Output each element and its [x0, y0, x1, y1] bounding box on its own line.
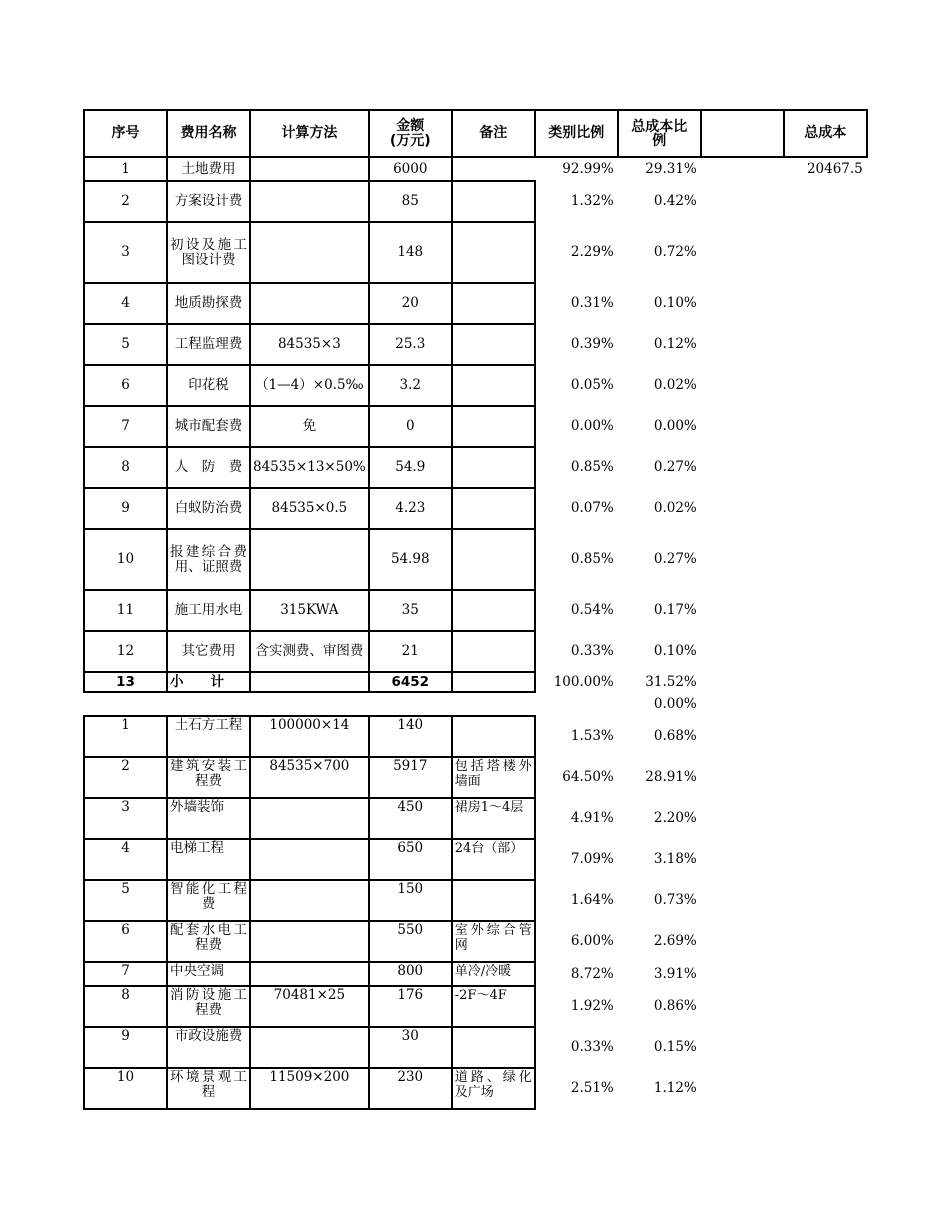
seq-cell: 8 — [84, 986, 167, 1027]
amount-cell: 20 — [369, 283, 452, 324]
blank-cell — [701, 631, 784, 672]
blank-cell — [784, 798, 867, 839]
category-ratio-cell: 64.50% — [562, 769, 614, 785]
total-cost-cell — [784, 324, 867, 365]
total-cost-cell — [784, 631, 867, 672]
category-ratio-cell: 8.72% — [570, 965, 614, 982]
amount-cell: 0 — [369, 406, 452, 447]
method-cell — [250, 222, 369, 283]
seq-cell: 3 — [84, 798, 167, 839]
seq-cell: 7 — [84, 962, 167, 986]
blank-cell — [701, 181, 784, 222]
seq-cell: 6 — [84, 921, 167, 962]
name-cell: 外墙装饰 — [167, 798, 250, 839]
header-seq: 序号 — [84, 110, 167, 157]
seq-cell: 12 — [84, 631, 167, 672]
category-ratio-cell: 0.85% — [570, 551, 614, 567]
total-ratio-cell: 0.02% — [653, 500, 697, 516]
blank-cell — [701, 1027, 784, 1068]
category-ratio-cell: 1.92% — [570, 998, 614, 1014]
name-cell: 方案设计费 — [167, 181, 250, 222]
note-cell — [452, 488, 535, 529]
note-cell: 24台（部） — [452, 839, 535, 880]
blank-cell — [701, 716, 784, 757]
blank-cell — [535, 692, 618, 716]
seq-cell: 1 — [84, 157, 167, 181]
total-ratio-cell: 0.73% — [653, 892, 697, 908]
category-ratio-cell: 92.99% — [562, 161, 614, 177]
method-cell: 70481×25 — [250, 986, 369, 1027]
subtotal-amount: 6452 — [369, 672, 452, 692]
seq-cell: 4 — [84, 283, 167, 324]
method-cell: 84535×13×50% — [250, 447, 369, 488]
amount-cell: 650 — [369, 839, 452, 880]
name-cell: 消防设施工程费 — [167, 986, 250, 1027]
note-cell: 单冷/冷暖 — [452, 962, 535, 986]
blank-cell — [701, 839, 784, 880]
seq-cell: 10 — [84, 1068, 167, 1109]
note-cell — [452, 181, 535, 222]
seq-cell: 8 — [84, 447, 167, 488]
amount-cell: 3.2 — [369, 365, 452, 406]
amount-cell: 6000 — [369, 157, 452, 181]
table-row — [84, 986, 867, 1027]
name-cell: 白蚁防治费 — [167, 488, 250, 529]
table-row — [84, 631, 867, 672]
method-cell: 84535×700 — [250, 757, 369, 798]
blank-cell — [701, 488, 784, 529]
name-cell: 报建综合费用、证照费 — [167, 529, 250, 590]
blank-cell — [167, 692, 250, 716]
method-cell — [250, 181, 369, 222]
seq-cell: 5 — [84, 880, 167, 921]
total-cost-cell — [784, 488, 867, 529]
blank-cell — [784, 757, 867, 798]
total-cost-cell — [784, 222, 867, 283]
name-cell: 智能化工程费 — [167, 880, 250, 921]
header-blank — [701, 110, 784, 157]
header-category-ratio: 类别比例 — [535, 110, 618, 157]
name-cell: 建筑安装工程费 — [167, 757, 250, 798]
note-cell: 道路、绿化及广场 — [452, 1068, 535, 1109]
total-cost-cell — [784, 181, 867, 222]
table-row — [84, 839, 867, 880]
blank-cell — [701, 880, 784, 921]
seq-cell: 2 — [84, 757, 167, 798]
note-cell — [452, 631, 535, 672]
amount-cell: 800 — [369, 962, 452, 986]
blank-cell — [701, 283, 784, 324]
spacer-total-ratio: 0.00% — [653, 695, 697, 712]
category-ratio-cell: 0.33% — [570, 643, 614, 659]
amount-cell: 54.98 — [369, 529, 452, 590]
blank-cell — [784, 1068, 867, 1109]
category-ratio-cell: 0.07% — [570, 500, 614, 516]
blank-cell — [452, 692, 535, 716]
method-cell: （1—4）×0.5‰ — [250, 365, 369, 406]
blank-cell — [701, 986, 784, 1027]
amount-cell: 35 — [369, 590, 452, 631]
category-ratio-cell: 1.53% — [570, 728, 614, 744]
method-cell: 100000×14 — [250, 716, 369, 757]
category-ratio-cell: 2.29% — [570, 244, 614, 260]
total-ratio-cell: 2.20% — [653, 810, 697, 826]
seq-cell: 7 — [84, 406, 167, 447]
note-cell: 裙房1～4层 — [452, 798, 535, 839]
blank-cell — [701, 1068, 784, 1109]
amount-cell: 450 — [369, 798, 452, 839]
name-cell: 中央空调 — [167, 962, 250, 986]
table-row — [84, 157, 867, 181]
total-ratio-cell: 0.86% — [653, 998, 697, 1014]
amount-cell: 230 — [369, 1068, 452, 1109]
note-cell — [452, 1027, 535, 1068]
table-row — [84, 488, 867, 529]
category-ratio-cell: 2.51% — [570, 1080, 614, 1096]
cost-table — [83, 109, 868, 1110]
seq-cell: 9 — [84, 1027, 167, 1068]
total-cost-cell: 20467.5 — [806, 161, 863, 177]
total-ratio-cell: 1.12% — [653, 1080, 697, 1096]
name-cell: 市政设施费 — [167, 1027, 250, 1068]
note-cell — [452, 157, 535, 181]
blank-cell — [701, 590, 784, 631]
note-cell: -2F～4F — [452, 986, 535, 1027]
total-ratio-cell: 28.91% — [645, 769, 697, 785]
method-cell: 84535×3 — [250, 324, 369, 365]
blank-cell — [701, 798, 784, 839]
method-cell: 11509×200 — [250, 1068, 369, 1109]
blank-cell — [784, 1027, 867, 1068]
note-cell — [452, 406, 535, 447]
table-row — [84, 880, 867, 921]
total-cost-cell — [784, 590, 867, 631]
category-ratio-cell: 7.09% — [570, 851, 614, 867]
total-ratio-cell: 0.10% — [653, 295, 697, 311]
name-cell: 土石方工程 — [167, 716, 250, 757]
note-cell — [452, 447, 535, 488]
table-row — [84, 529, 867, 590]
method-cell — [250, 798, 369, 839]
spacer-row — [84, 692, 867, 716]
total-ratio-cell: 3.91% — [653, 965, 697, 982]
name-cell: 土地费用 — [167, 157, 250, 181]
category-ratio-cell: 0.33% — [570, 1039, 614, 1055]
total-ratio-cell: 3.18% — [653, 851, 697, 867]
blank-cell — [701, 692, 784, 716]
category-ratio-cell: 0.00% — [570, 418, 614, 434]
name-cell: 环境景观工程 — [167, 1068, 250, 1109]
category-ratio-cell: 0.85% — [570, 459, 614, 475]
seq-cell: 1 — [84, 716, 167, 757]
method-cell — [250, 157, 369, 181]
amount-cell: 21 — [369, 631, 452, 672]
method-cell — [250, 839, 369, 880]
table-row — [84, 283, 867, 324]
header-note: 备注 — [452, 110, 535, 157]
note-cell — [452, 324, 535, 365]
seq-cell: 2 — [84, 181, 167, 222]
total-ratio-cell: 0.17% — [653, 602, 697, 618]
name-cell: 配套水电工程费 — [167, 921, 250, 962]
header-total-cost: 总成本 — [784, 110, 867, 157]
name-cell: 工程监理费 — [167, 324, 250, 365]
table-row — [84, 798, 867, 839]
total-ratio-cell: 0.27% — [653, 551, 697, 567]
category-ratio-cell: 0.54% — [570, 602, 614, 618]
blank-cell — [701, 962, 784, 986]
note-cell — [452, 365, 535, 406]
table-row — [84, 716, 867, 757]
method-cell — [250, 962, 369, 986]
amount-cell: 5917 — [369, 757, 452, 798]
blank-cell — [701, 672, 784, 692]
category-ratio-cell: 0.31% — [570, 295, 614, 311]
total-ratio-cell: 0.12% — [653, 336, 697, 352]
amount-cell: 4.23 — [369, 488, 452, 529]
subtotal-method — [250, 672, 369, 692]
blank-cell — [784, 692, 867, 716]
total-ratio-cell: 2.69% — [653, 933, 697, 949]
header-total-ratio: 总成本比 例 — [618, 110, 701, 157]
blank-cell — [701, 921, 784, 962]
amount-cell: 85 — [369, 181, 452, 222]
total-ratio-cell: 0.27% — [653, 459, 697, 475]
blank-cell — [784, 986, 867, 1027]
total-cost-cell — [784, 365, 867, 406]
method-cell: 免 — [250, 406, 369, 447]
subtotal-category-ratio: 100.00% — [553, 673, 614, 690]
table-row — [84, 406, 867, 447]
blank-cell — [701, 365, 784, 406]
name-cell: 城市配套费 — [167, 406, 250, 447]
subtotal-label: 小 计 — [167, 672, 250, 692]
seq-cell: 10 — [84, 529, 167, 590]
name-cell: 初设及施工图设计费 — [167, 222, 250, 283]
table-row — [84, 1027, 867, 1068]
subtotal-row — [84, 672, 867, 692]
blank-cell — [784, 962, 867, 986]
amount-cell: 140 — [369, 716, 452, 757]
total-ratio-cell: 0.68% — [653, 728, 697, 744]
blank-cell — [784, 880, 867, 921]
blank-cell — [701, 447, 784, 488]
table-row — [84, 447, 867, 488]
name-cell: 人 防 费 — [167, 447, 250, 488]
method-cell — [250, 1027, 369, 1068]
table-row — [84, 757, 867, 798]
seq-cell: 6 — [84, 365, 167, 406]
note-cell — [452, 716, 535, 757]
total-cost-cell — [784, 283, 867, 324]
note-cell — [452, 529, 535, 590]
total-cost-cell — [784, 447, 867, 488]
seq-cell: 11 — [84, 590, 167, 631]
method-cell — [250, 880, 369, 921]
category-ratio-cell: 1.32% — [570, 193, 614, 209]
table-row — [84, 590, 867, 631]
name-cell: 印花税 — [167, 365, 250, 406]
method-cell: 84535×0.5 — [250, 488, 369, 529]
blank-cell — [701, 324, 784, 365]
subtotal-total-ratio: 31.52% — [645, 673, 697, 690]
blank-cell — [701, 406, 784, 447]
note-cell — [452, 283, 535, 324]
note-cell: 包括塔楼外墙面 — [452, 757, 535, 798]
table-row — [84, 921, 867, 962]
category-ratio-cell: 0.05% — [570, 377, 614, 393]
blank-cell — [84, 692, 167, 716]
table-row — [84, 324, 867, 365]
amount-cell: 148 — [369, 222, 452, 283]
table-row — [84, 1068, 867, 1109]
total-cost-cell — [784, 406, 867, 447]
total-ratio-cell: 0.02% — [653, 377, 697, 393]
category-ratio-cell: 6.00% — [570, 933, 614, 949]
category-ratio-cell: 0.39% — [570, 336, 614, 352]
note-cell: 室外综合管网 — [452, 921, 535, 962]
total-ratio-cell: 0.42% — [653, 193, 697, 209]
table-row — [84, 365, 867, 406]
total-cost-cell — [784, 529, 867, 590]
note-cell — [452, 880, 535, 921]
blank-cell — [250, 692, 369, 716]
blank-cell — [784, 672, 867, 692]
name-cell: 施工用水电 — [167, 590, 250, 631]
header-name: 费用名称 — [167, 110, 250, 157]
amount-cell: 176 — [369, 986, 452, 1027]
method-cell: 315KWA — [250, 590, 369, 631]
header-method: 计算方法 — [250, 110, 369, 157]
table-row — [84, 181, 867, 222]
seq-cell: 9 — [84, 488, 167, 529]
note-cell — [452, 590, 535, 631]
blank-cell — [784, 839, 867, 880]
amount-cell: 550 — [369, 921, 452, 962]
total-ratio-cell: 0.15% — [653, 1039, 697, 1055]
total-ratio-cell: 0.10% — [653, 643, 697, 659]
name-cell: 电梯工程 — [167, 839, 250, 880]
amount-cell: 54.9 — [369, 447, 452, 488]
method-cell — [250, 529, 369, 590]
amount-cell: 150 — [369, 880, 452, 921]
total-ratio-cell: 29.31% — [645, 161, 697, 177]
name-cell: 其它费用 — [167, 631, 250, 672]
header-row — [84, 110, 867, 157]
note-cell — [452, 222, 535, 283]
blank-cell — [701, 529, 784, 590]
blank-cell — [369, 692, 452, 716]
blank-cell — [701, 757, 784, 798]
amount-cell: 25.3 — [369, 324, 452, 365]
header-amount: 金额 (万元) — [369, 110, 452, 157]
method-cell — [250, 283, 369, 324]
table-row — [84, 222, 867, 283]
method-cell — [250, 921, 369, 962]
category-ratio-cell: 1.64% — [570, 892, 614, 908]
amount-cell: 30 — [369, 1027, 452, 1068]
method-cell: 含实测费、审图费 — [250, 631, 369, 672]
blank-cell — [701, 157, 784, 181]
total-ratio-cell: 0.72% — [653, 244, 697, 260]
subtotal-note — [452, 672, 535, 692]
blank-cell — [701, 222, 784, 283]
blank-cell — [784, 921, 867, 962]
category-ratio-cell: 4.91% — [570, 810, 614, 826]
blank-cell — [784, 716, 867, 757]
seq-cell: 5 — [84, 324, 167, 365]
seq-cell: 4 — [84, 839, 167, 880]
total-ratio-cell: 0.00% — [653, 418, 697, 434]
seq-cell: 3 — [84, 222, 167, 283]
name-cell: 地质勘探费 — [167, 283, 250, 324]
table-row — [84, 962, 867, 986]
subtotal-seq: 13 — [84, 672, 167, 692]
